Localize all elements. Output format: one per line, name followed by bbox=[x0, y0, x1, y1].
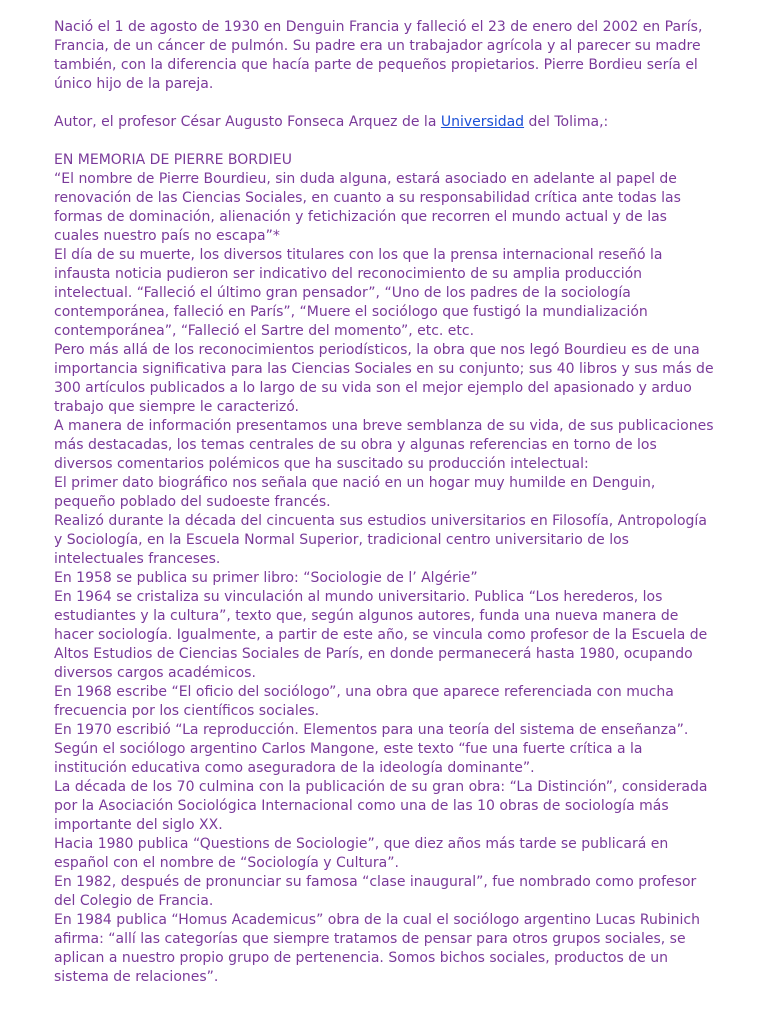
body-paragraph: En 1984 publica “Homus Academicus” obra de la cual el sociólogo argentino Lucas Rubinich afirma: “allí las categorías que siempre tratamos de pensar para otros grupos sociales, se aplican a nuestro propio grupo de pertenencia. Somos bichos sociales, productos de un sistema de relaciones”. bbox=[54, 912, 700, 985]
body-paragraph: En 1982, después de pronunciar su famosa “clase inaugural”, fue nombrado como profesor del Colegio de Francia. bbox=[54, 874, 697, 909]
document-page bbox=[54, 18, 714, 987]
body-paragraph: Hacia 1980 publica “Questions de Sociologie”, que diez años más tarde se publicará en español con el nombre de “Sociología y Cultura”. bbox=[54, 836, 669, 871]
author-text-before: Autor, el profesor César Augusto Fonseca Arquez de la bbox=[54, 114, 441, 130]
author-text-after: del Tolima,: bbox=[524, 114, 609, 130]
body-paragraph: Realizó durante la década del cincuenta sus estudios universitarios en Filosofía, Antropología y Sociología, en la Escuela Normal Superior, tradicional centro universitario de los intelectuales franceses. bbox=[54, 513, 707, 567]
body-paragraph: Pero más allá de los reconocimientos periodísticos, la obra que nos legó Bourdieu es de una importancia significativa para las Ciencias Sociales en su conjunto; sus 40 libros y sus más de 300 artículos publicados a lo largo de su vida son el mejor ejemplo del apasionado y arduo trabajo que siempre le caracterizó. bbox=[54, 342, 714, 415]
body-paragraph: En 1968 escribe “El oficio del sociólogo”, una obra que aparece referenciada con mucha frecuencia por los científicos sociales. bbox=[54, 684, 674, 719]
memorial-heading: EN MEMORIA DE PIERRE BORDIEU bbox=[54, 152, 293, 168]
body-paragraph: A manera de información presentamos una breve semblanza de su vida, de sus publicaciones más destacadas, los temas centrales de su obra y algunas referencias en torno de los diversos comentarios polémicos que ha suscitado su producción intelectual: bbox=[54, 418, 714, 472]
body-paragraph: En 1964 se cristaliza su vinculación al mundo universitario. Publica “Los herederos, los estudiantes y la cultura”, texto que, según algunos autores, funda una nueva manera de hacer sociología. Igualmente, a partir de este año, se vincula como profesor de la Escuela de Altos Estudios de Ciencias Sociales de París, en donde permanecerá hasta 1980, ocupando diversos cargos académicos. bbox=[54, 589, 708, 681]
body-paragraph: El primer dato biográfico nos señala que nació en un hogar muy humilde en Denguin, pequeño poblado del sudoeste francés. bbox=[54, 475, 656, 510]
author-line bbox=[54, 113, 714, 132]
body-paragraph: En 1970 escribió “La reproducción. Elementos para una teoría del sistema de enseñanza”. Según el sociólogo argentino Carlos Mangone, este texto “fue una fuerte crítica a la institución educativa como aseguradora de la ideología dominante”. bbox=[54, 722, 689, 776]
body-paragraphs bbox=[54, 170, 714, 987]
body-paragraph: “El nombre de Pierre Bourdieu, sin duda alguna, estará asociado en adelante al papel de renovación de las Ciencias Sociales, en cuanto a su responsabilidad crítica ante todas las formas de dominación, alienación y fetichización que recorren el mundo actual y de las cuales nuestro país no escapa”* bbox=[54, 171, 681, 244]
body-paragraph: El día de su muerte, los diversos titulares con los que la prensa internacional reseñó la infausta noticia pudieron ser indicativo del reconocimiento de su amplia producción intelectual. “Falleció el último gran pensador”, “Uno de los padres de la sociología contemporánea, falleció en París”, “Muere el sociólogo que fustigó la mundialización contemporánea”, “Falleció el Sartre del momento”, etc. etc. bbox=[54, 247, 663, 339]
universidad-link[interactable]: Universidad bbox=[440, 114, 525, 130]
intro-paragraph: Nació el 1 de agosto de 1930 en Denguin Francia y falleció el 23 de enero del 2002 en París, Francia, de un cáncer de pulmón. Su padre era un trabajador agrícola y al parecer su madre también, con la diferencia que hacía parte de pequeños propietarios. Pierre Bordieu sería el único hijo de la pareja. bbox=[54, 19, 703, 92]
body-paragraph: En 1958 se publica su primer libro: “Sociologie de l’ Algérie” bbox=[54, 570, 478, 586]
body-paragraph: La década de los 70 culmina con la publicación de su gran obra: “La Distinción”, considerada por la Asociación Sociológica Internacional como una de las 10 obras de sociología más importante del siglo XX. bbox=[54, 779, 708, 833]
